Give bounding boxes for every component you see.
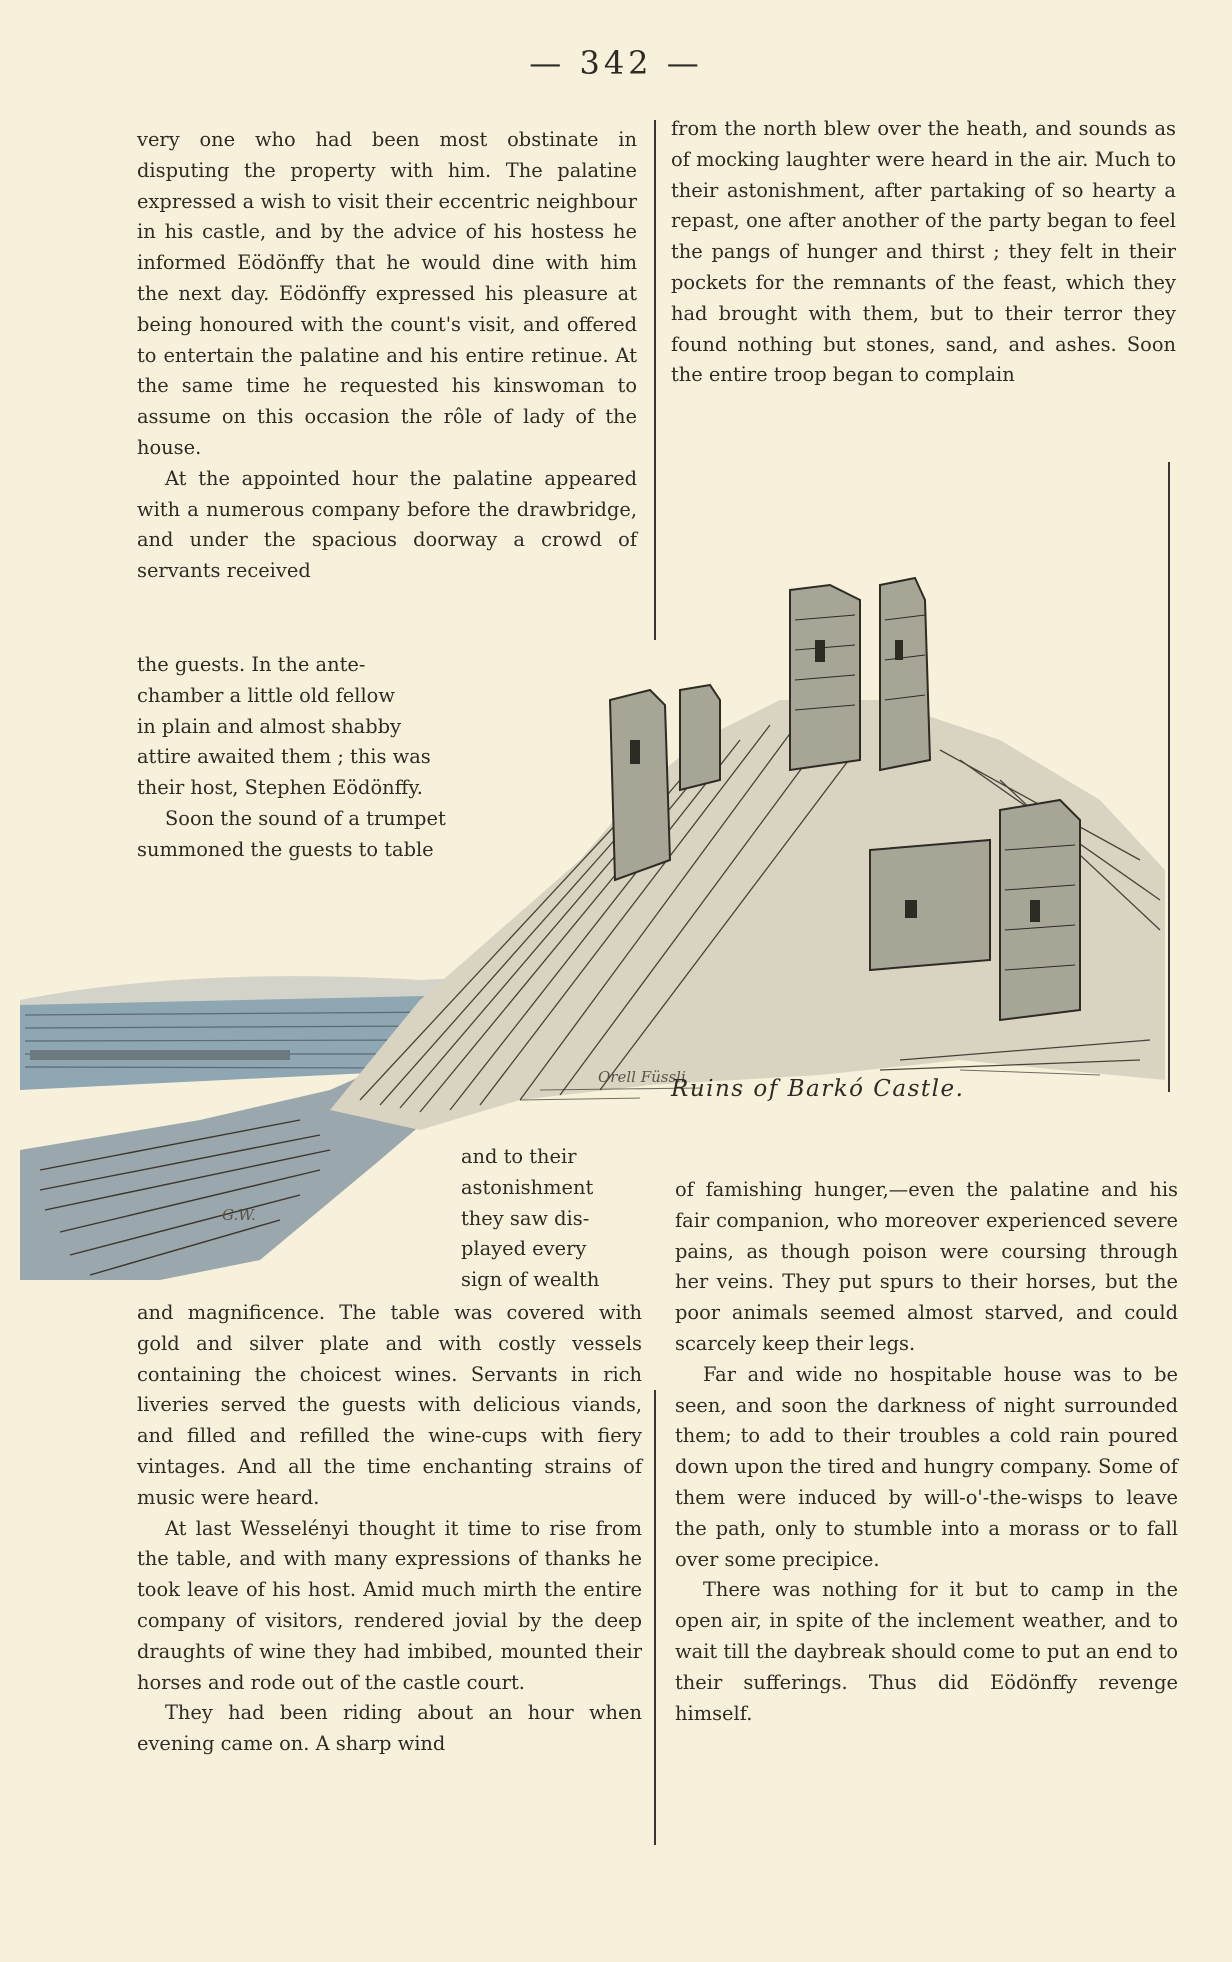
paragraph: from the north blew over the heath, and sounds as of mocking laughter were heard in the air. Much to their astonishment, after partaking of so hearty a repast, one after another of the party began to feel the pangs of hunger and thirst ; they felt in their pockets for the remnants of the feast, which they had brought with them, but to their terror they found nothing but stones, sand, and ashes. Soon the entire troop began to complain (671, 117, 1176, 387)
paragraph: They had been riding about an hour when evening came on. A sharp wind (137, 1701, 642, 1756)
text-line: and to their (461, 1145, 577, 1168)
right-column-top (671, 114, 1176, 391)
text-line: summoned the guests to table (137, 837, 434, 861)
paragraph: of famishing hunger,—even the palatine and his fair companion, who moreover experienced severe pains, as though poison were coursing through her veins. They put spurs to their horses, but the poor animals seemed almost starved, and could scarcely keep their legs. (675, 1178, 1178, 1355)
text-line: sign of wealth (461, 1268, 600, 1292)
text-line: the guests. In the ante- (137, 653, 366, 676)
wrapped-text-block (137, 650, 637, 866)
paragraph: At last Wesselényi thought it time to rise from the table, and with many expressions of thanks he took leave of his host. Amid much mirth the entire company of visitors, rendered jovial by the deep draughts of wine they had imbibed, mounted their horses and rode out of the castle court. (137, 1516, 642, 1694)
left-column-bottom (137, 1298, 642, 1760)
paragraph: There was nothing for it but to camp in the open air, in spite of the inclement weather, and to wait till the daybreak should come to put an end to their sufferings. Thus did Eödönffy revenge himself. (675, 1578, 1179, 1725)
text-line: they saw dis- (461, 1206, 590, 1230)
text-line: in plain and almost shabby (137, 714, 402, 738)
text-line: chamber a little old fellow (137, 683, 395, 707)
paragraph: very one who had been most obstinate in disputing the property with him. The palatine expressed a wish to visit their eccentric neighbour in his castle, and by the advice of his hostess he informed Eödönffy that he would dine with him the next day. Eödönffy expressed his pleasure at being honoured with the count's visit, and offered to entertain the palatine and his entire retinue. At the same time he requested his kinswoman to assume on this occasion the rôle of lady of the house. (137, 128, 637, 459)
right-column-bottom (675, 1175, 1178, 1729)
engraver-signature: Orell Füssli (598, 1068, 686, 1086)
artist-signature: G.W. (222, 1206, 256, 1224)
left-column-top (137, 125, 637, 587)
wrapped-text-block-lower (461, 1142, 642, 1296)
text-line: attire awaited them ; this was (137, 745, 431, 769)
illustration-caption: Ruins of Barkó Castle. (671, 1076, 965, 1102)
text-line: astonishment (461, 1175, 594, 1199)
text-line: their host, Stephen Eödönffy. (137, 776, 423, 800)
column-rule (654, 1390, 656, 1845)
page-number: — 342 — (529, 44, 703, 82)
paragraph: and magnificence. The table was covered with gold and silver plate and with costly vessels containing the choicest wines. Servants in rich liveries served the guests with delicious viands, and filled and refilled the wine-cups with fiery vintages. And all the time enchanting strains of music were heard. (137, 1301, 642, 1509)
paragraph: Far and wide no hospitable house was to be seen, and soon the darkness of night surrounded them; to add to their troubles a cold rain poured down upon the tired and hungry company. Some of them were induced by will-o'-the-wisps to leave the path, only to stumble into a morass or to fall over some precipice. (675, 1362, 1178, 1571)
text-line: played every (461, 1237, 587, 1261)
paragraph: At the appointed hour the palatine appeared with a numerous company before the drawbridge, and under the spacious doorway a crowd of servants received (137, 466, 637, 583)
text-line: Soon the sound of a trumpet (165, 806, 446, 830)
